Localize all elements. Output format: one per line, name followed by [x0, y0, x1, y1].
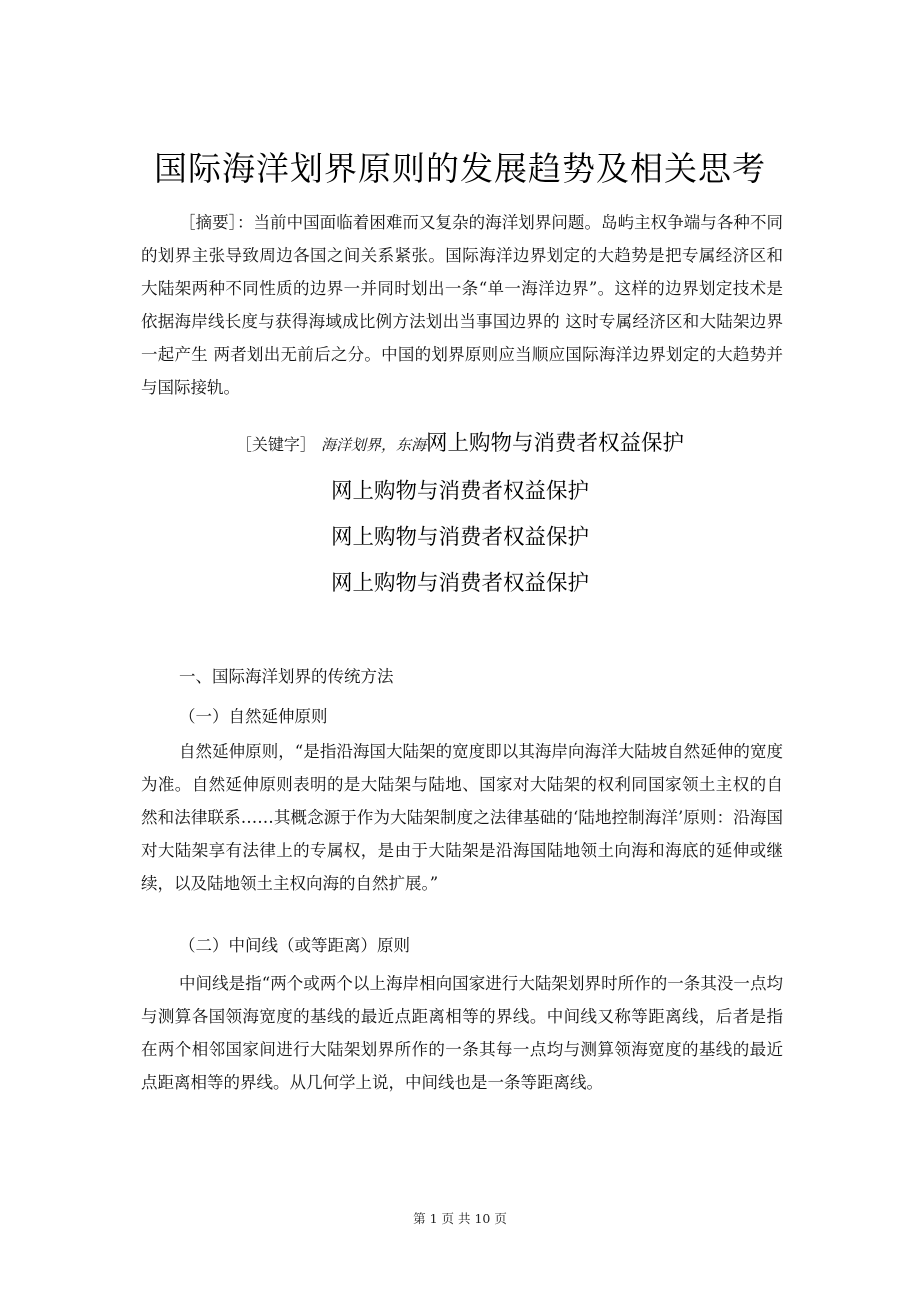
page-title: 国际海洋划界原则的发展趋势及相关思考	[154, 149, 766, 188]
body-paragraph: 自然延伸原则，“是指沿海国大陆架的宽度即以其海岸向海洋大陆坡自然延伸的宽度为准。自然延伸原则表明的是大陆架与陆地、国家对大陆架的权利同国家领土主权的自然和法律联系……其概念源于作为大陆架制度之法律基础的‘陆地控制海洋’原则：沿海国对大陆架享有法律上的专属权，是由于大陆架是沿海国陆地领土向海和海底的延伸或继续，以及陆地领土主权向海的自然扩展。”	[141, 742, 783, 893]
body-paragraph: 中间线是指“两个或两个以上海岸相向国家进行大陆架划界时所作的一条其没一点均与测算各国领海宽度的基线的最近点距离相等的界线。中间线又称等距离线，后者是指在两个相邻国家间进行大陆架划界所作的一条其每一点均与测算领海宽度的基线的最近点距离相等的界线。从几何学上说，中间线也是一条等距离线。	[141, 974, 783, 1092]
keywords-text: 海洋划界，东海	[321, 436, 427, 454]
repeated-line: 网上购物与消费者权益保护	[330, 525, 589, 550]
section-heading: 一、国际海洋划界的传统方法	[179, 667, 394, 686]
page-footer: 第 1 页 共 10 页	[413, 1211, 507, 1226]
subsection-heading: （一）自然延伸原则	[179, 707, 328, 726]
repeated-line: 网上购物与消费者权益保护	[330, 479, 589, 504]
keywords-label: ［关键字］	[235, 435, 316, 454]
abstract-paragraph: ［摘要］：当前中国面临着困难而又复杂的海洋划界问题。岛屿主权争端与各种不同的划界主张导致周边各国之间关系紧张。国际海洋边界划定的大趋势是把专属经济区和大陆架两种不同性质的边界一并同时划出一条“单一海洋边界”。这样的边界划定技术是依据海岸线长度与获得海域成比例方法划出当事国边界的 这时专属经济区和大陆架边界一起产生 两者划出无前后之分。中国的划界原则应当顺应国际海洋边界划定的大趋势并与国际接轨。	[141, 213, 783, 397]
keywords-overlay-text: 网上购物与消费者权益保护	[426, 431, 685, 456]
keywords-line	[0, 426, 920, 457]
subsection-heading: （二）中间线（或等距离）原则	[179, 936, 410, 955]
repeated-line: 网上购物与消费者权益保护	[330, 571, 589, 596]
